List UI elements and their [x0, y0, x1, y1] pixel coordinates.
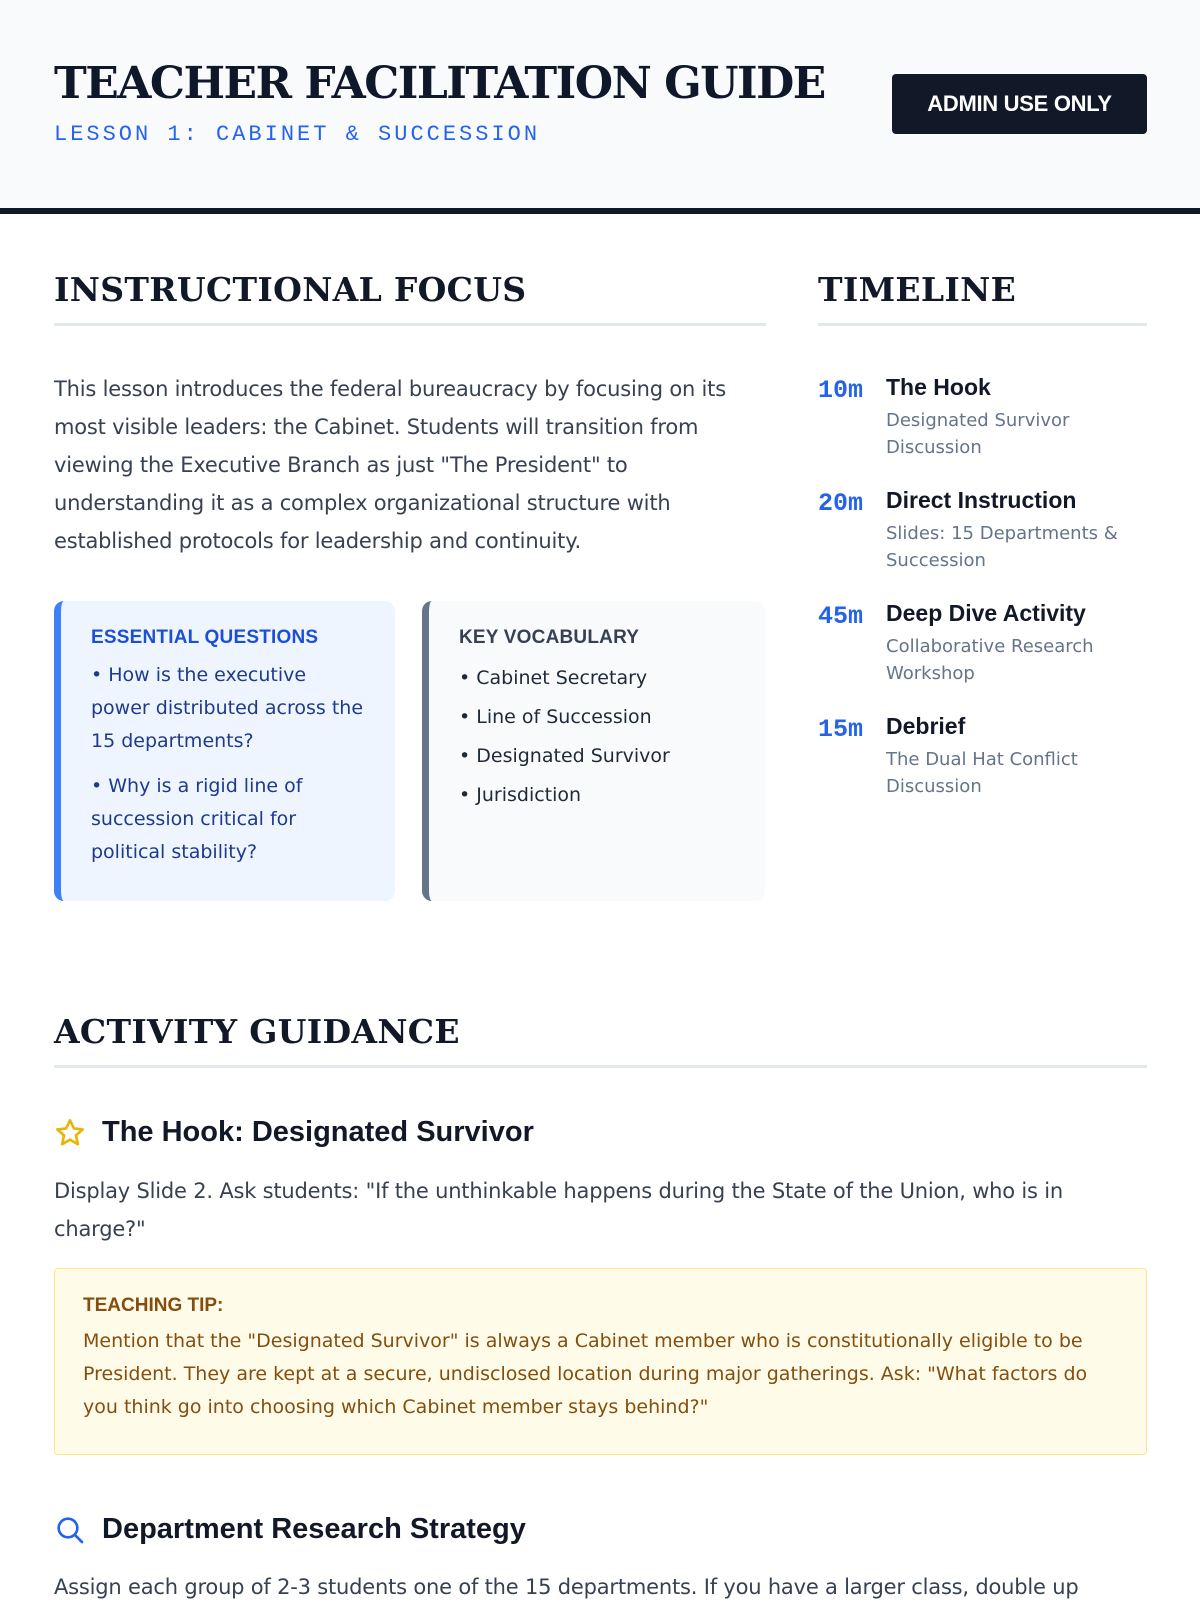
instructional-focus-heading: INSTRUCTIONAL FOCUS: [54, 270, 766, 326]
page-title: TEACHER FACILITATION GUIDE: [54, 58, 825, 109]
timeline-duration: 20m: [818, 489, 864, 518]
timeline-description: The Dual Hat Conflict Discussion: [886, 749, 1078, 797]
timeline-title: Direct Instruction: [886, 487, 1077, 513]
essential-question-item: • Why is a rigid line of succession critical for political stability?: [91, 775, 303, 863]
key-vocabulary-title: KEY VOCABULARY: [459, 627, 640, 648]
page-header: [0, 0, 1200, 214]
teaching-tip-label: TEACHING TIP:: [83, 1295, 224, 1316]
research-instructions: Assign each group of 2-3 students one of the 15 departments. If you have a larger class, double up: [54, 1575, 1079, 1599]
vocabulary-item: • Designated Survivor: [459, 745, 670, 767]
activity-guidance-heading: ACTIVITY GUIDANCE: [54, 1012, 1147, 1068]
lesson-subtitle: LESSON 1: CABINET & SUCCESSION: [54, 122, 541, 147]
timeline-heading: TIMELINE: [818, 270, 1147, 326]
timeline-title: The Hook: [886, 374, 991, 400]
timeline-title: Deep Dive Activity: [886, 600, 1086, 626]
timeline-duration: 45m: [818, 602, 864, 631]
search-icon: [54, 1514, 86, 1546]
essential-question-item: • How is the executive power distributed across the 15 departments?: [91, 664, 364, 752]
timeline-duration: 15m: [818, 715, 864, 744]
timeline-title: Debrief: [886, 713, 966, 739]
teaching-tip-text: Mention that the "Designated Survivor" is always a Cabinet member who is constitutionally eligible to be President. They are kept at a secure, undisclosed location during major gatherings. Ask: "What factors do you think go into choosing which Cabinet member stays behind?": [83, 1330, 1088, 1418]
hook-heading: [54, 1116, 534, 1149]
vocabulary-item: • Jurisdiction: [459, 784, 582, 806]
instructional-focus-text: This lesson introduces the federal bureaucracy by focusing on its most visible leaders: the Cabinet. Students will transition from viewing the Executive Branch as just "The President" to understanding it as a complex organizational structure with established protocols for leadership and continuity.: [54, 377, 726, 553]
timeline-description: Slides: 15 Departments & Succession: [886, 523, 1118, 571]
timeline-duration: 10m: [818, 376, 864, 405]
timeline-description: Collaborative Research Workshop: [886, 636, 1094, 684]
hook-title: The Hook: Designated Survivor: [102, 1116, 534, 1148]
essential-questions-card: [54, 601, 395, 901]
timeline-description: Designated Survivor Discussion: [886, 410, 1070, 458]
research-title: Department Research Strategy: [102, 1513, 526, 1545]
vocabulary-item: • Line of Succession: [459, 706, 652, 728]
hook-instructions: Display Slide 2. Ask students: "If the unthinkable happens during the State of the Union, who is in charge?": [54, 1179, 1064, 1241]
essential-questions-title: ESSENTIAL QUESTIONS: [91, 627, 319, 648]
vocabulary-item: • Cabinet Secretary: [459, 667, 648, 689]
star-icon: [54, 1117, 86, 1149]
teaching-tip-box: [54, 1268, 1147, 1455]
key-vocabulary-card: [422, 601, 765, 901]
research-strategy-heading: [54, 1513, 526, 1546]
admin-badge: ADMIN USE ONLY: [892, 74, 1147, 134]
